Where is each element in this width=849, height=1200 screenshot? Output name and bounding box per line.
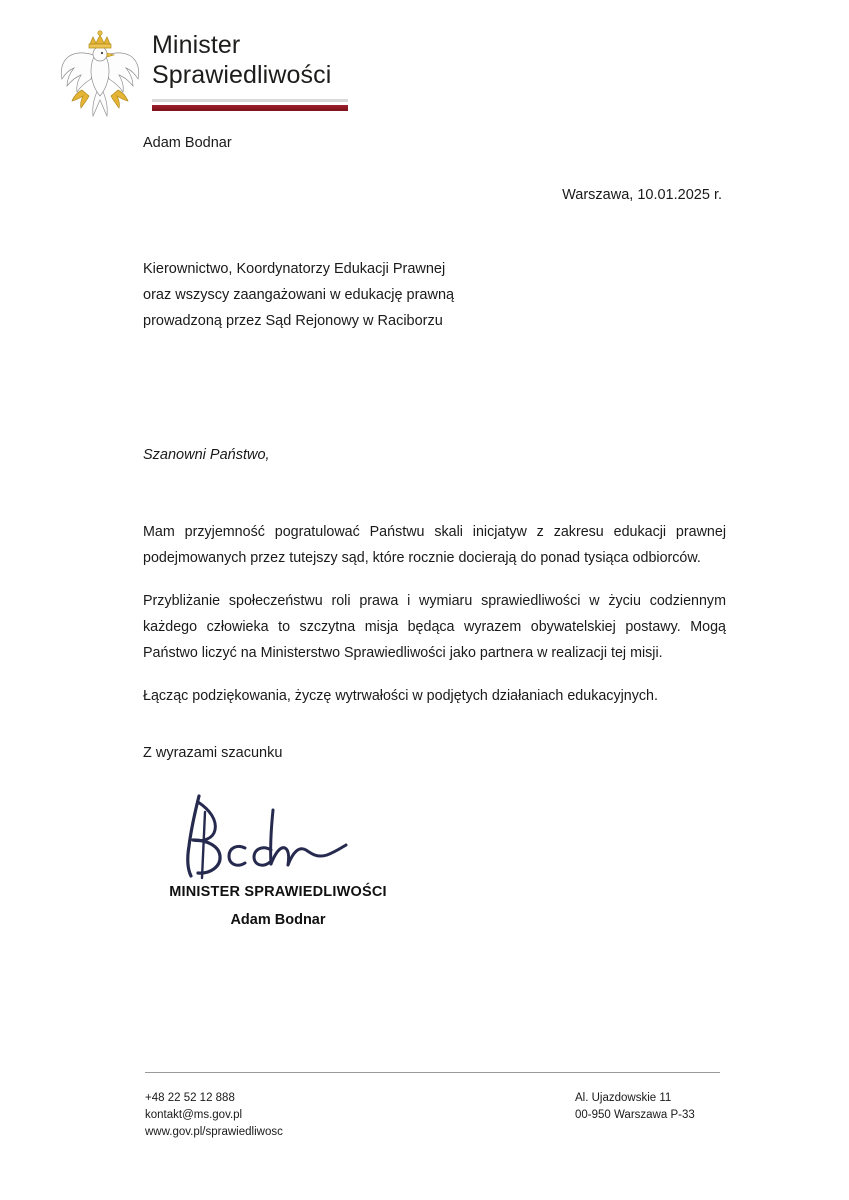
body-paragraph: Mam przyjemność pogratulować Państwu skali inicjatyw z zakresu edukacji prawnej podejmowanych przez tutejszy sąd, które rocznie docierają do ponad tysiąca odbiorców. xyxy=(143,524,726,566)
signature-name: Adam Bodnar xyxy=(230,912,326,928)
footer-website: www.gov.pl/sprawiedliwosc xyxy=(145,1126,283,1138)
signature-title: MINISTER SPRAWIEDLIWOŚCI xyxy=(169,884,387,900)
handwritten-signature-icon xyxy=(165,790,365,885)
footer-address xyxy=(575,1090,695,1124)
date-line: Warszawa, 10.01.2025 r. xyxy=(562,187,722,203)
footer-divider xyxy=(145,1072,720,1073)
polish-eagle-emblem-icon xyxy=(52,24,148,124)
body-paragraph: Łącząc podziękowania, życzę wytrwałości w podjętych działaniach edukacyjnych. xyxy=(143,688,658,704)
salutation: Szanowni Państwo, xyxy=(143,447,270,463)
letterhead-red-rule xyxy=(152,105,348,111)
closing-phrase: Z wyrazami szacunku xyxy=(143,745,283,761)
letterhead xyxy=(52,24,348,124)
body-paragraph: Przybliżanie społeczeństwu roli prawa i wymiaru sprawiedliwości w życiu codziennym każdego człowieka to szczytna misja będąca wyrazem obywatelskiej postawy. Mogą Państwo liczyć na Ministerstwo Sprawiedliwości jako partnera w realizacji tej misji. xyxy=(143,593,726,661)
letter-body xyxy=(143,519,726,709)
letterhead-text xyxy=(152,24,348,111)
recipient-line: Kierownictwo, Koordynatorzy Edukacji Prawnej xyxy=(143,261,446,277)
recipient-block xyxy=(143,256,454,334)
footer-city: 00-950 Warszawa P-33 xyxy=(575,1109,695,1121)
recipient-line: prowadzoną przez Sąd Rejonowy w Raciborzu xyxy=(143,313,443,329)
recipient-line: oraz wszyscy zaangażowani w edukację prawną xyxy=(143,287,455,303)
letterhead-rules xyxy=(152,99,348,111)
footer-email: kontakt@ms.gov.pl xyxy=(145,1109,243,1121)
footer-contact xyxy=(145,1090,283,1141)
footer-phone: +48 22 52 12 888 xyxy=(145,1092,235,1104)
minister-name: Adam Bodnar xyxy=(143,135,232,151)
letterhead-title-line2: Sprawiedliwości xyxy=(152,61,332,89)
signature-block xyxy=(143,790,413,928)
footer-street: Al. Ujazdowskie 11 xyxy=(575,1092,672,1104)
letterhead-title-line1: Minister xyxy=(152,31,241,59)
